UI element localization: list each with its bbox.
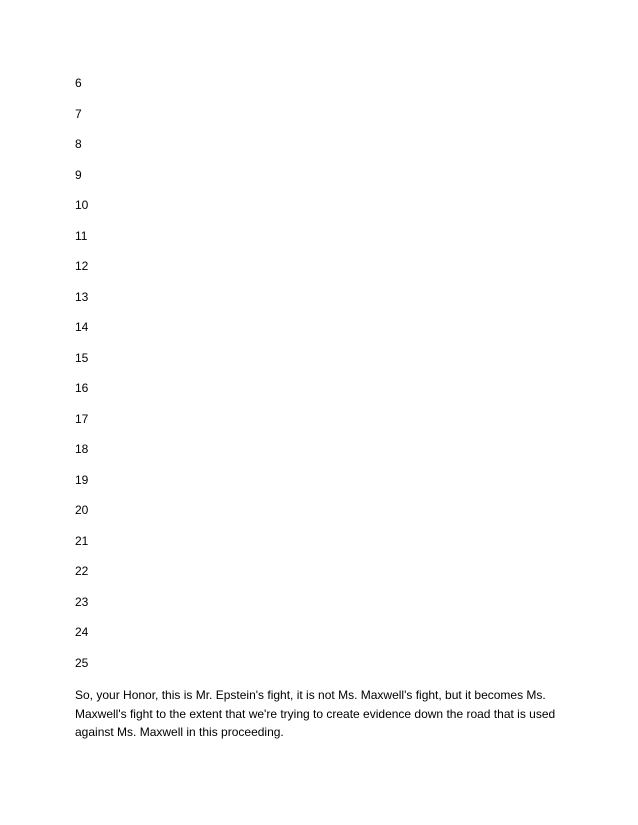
line-number: 15 <box>75 350 89 365</box>
line-number: 16 <box>75 381 89 395</box>
line-number: 20 <box>75 503 89 517</box>
line-number: 23 <box>75 594 89 609</box>
line-number: 22 <box>75 564 89 578</box>
line-number: 10 <box>75 198 89 212</box>
line-number: 13 <box>75 289 89 304</box>
paragraph-line: Maxwell's fight to the extent that we're trying to create evidence down the road that is used <box>75 706 556 721</box>
line-number: 11 <box>75 228 88 243</box>
line-number: 12 <box>75 259 89 273</box>
line-number: 17 <box>75 411 89 426</box>
line-number: 19 <box>75 472 89 487</box>
line-number: 9 <box>75 167 82 182</box>
paragraph-line: So, your Honor, this is Mr. Epstein's fight, it is not Ms. Maxwell's fight, but it becomes Ms. <box>75 688 546 702</box>
line-number: 25 <box>75 655 89 670</box>
line-number: 24 <box>75 625 89 639</box>
line-number: 18 <box>75 442 89 456</box>
line-number: 21 <box>75 533 89 548</box>
transcript-paragraph <box>75 686 565 742</box>
line-number-column <box>75 75 88 685</box>
line-number: 7 <box>75 106 82 121</box>
paragraph-line: against Ms. Maxwell in this proceeding. <box>75 725 284 739</box>
line-number: 14 <box>75 320 89 334</box>
line-number: 6 <box>75 76 82 90</box>
line-number: 8 <box>75 137 82 151</box>
